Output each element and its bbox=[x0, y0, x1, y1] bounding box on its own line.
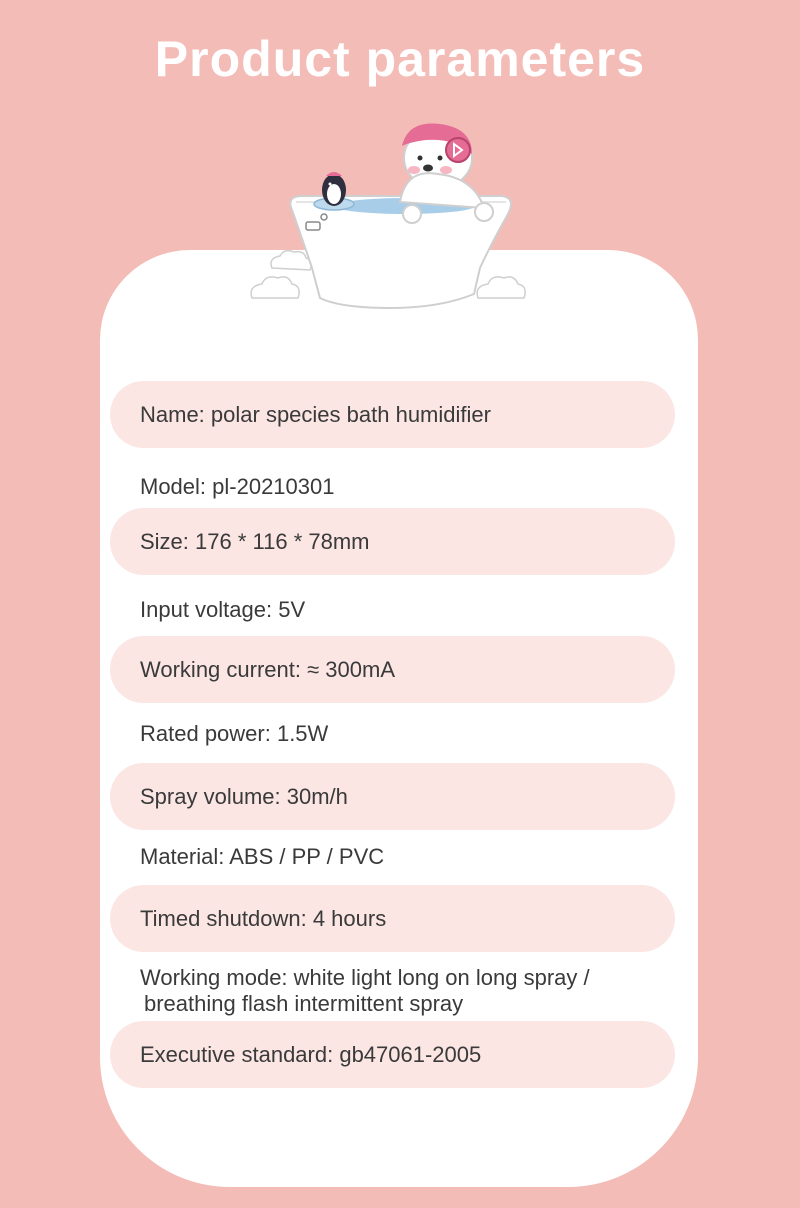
spec-text: Working current: ≈ 300mA bbox=[140, 656, 395, 682]
spec-text: Material: ABS / PP / PVC bbox=[140, 843, 385, 869]
spec-text: Size: 176 * 116 * 78mm bbox=[140, 528, 370, 554]
spec-text: Input voltage: 5V bbox=[140, 596, 306, 622]
spec-text-line1: Working mode: white light long on long spray / bbox=[140, 965, 590, 990]
page-title: Product parameters bbox=[154, 31, 646, 87]
spec-text: Rated power: 1.5W bbox=[140, 720, 329, 746]
spec-row-working-current bbox=[110, 636, 675, 703]
spec-row-spray-volume bbox=[110, 763, 675, 830]
spec-row-timed-shutdown bbox=[110, 885, 675, 952]
spec-row-executive-standard bbox=[110, 1021, 675, 1088]
spec-row-working-mode bbox=[110, 953, 675, 1023]
spec-text: Executive standard: gb47061-2005 bbox=[140, 1041, 482, 1067]
spec-row-rated-power bbox=[110, 700, 675, 767]
spec-row-input-voltage bbox=[110, 576, 675, 643]
polar-bear-bathtub-illustration bbox=[240, 118, 530, 318]
spec-text-line2: breathing flash intermittent spray bbox=[144, 991, 464, 1016]
spec-text: Model: pl-20210301 bbox=[140, 473, 335, 499]
spec-row-name bbox=[110, 381, 675, 448]
spec-text: Timed shutdown: 4 hours bbox=[140, 905, 387, 931]
spec-text: Name: polar species bath humidifier bbox=[140, 401, 491, 427]
spec-text: Spray volume: 30m/h bbox=[140, 783, 348, 809]
spec-row-size bbox=[110, 508, 675, 575]
spec-row-material bbox=[110, 823, 675, 890]
